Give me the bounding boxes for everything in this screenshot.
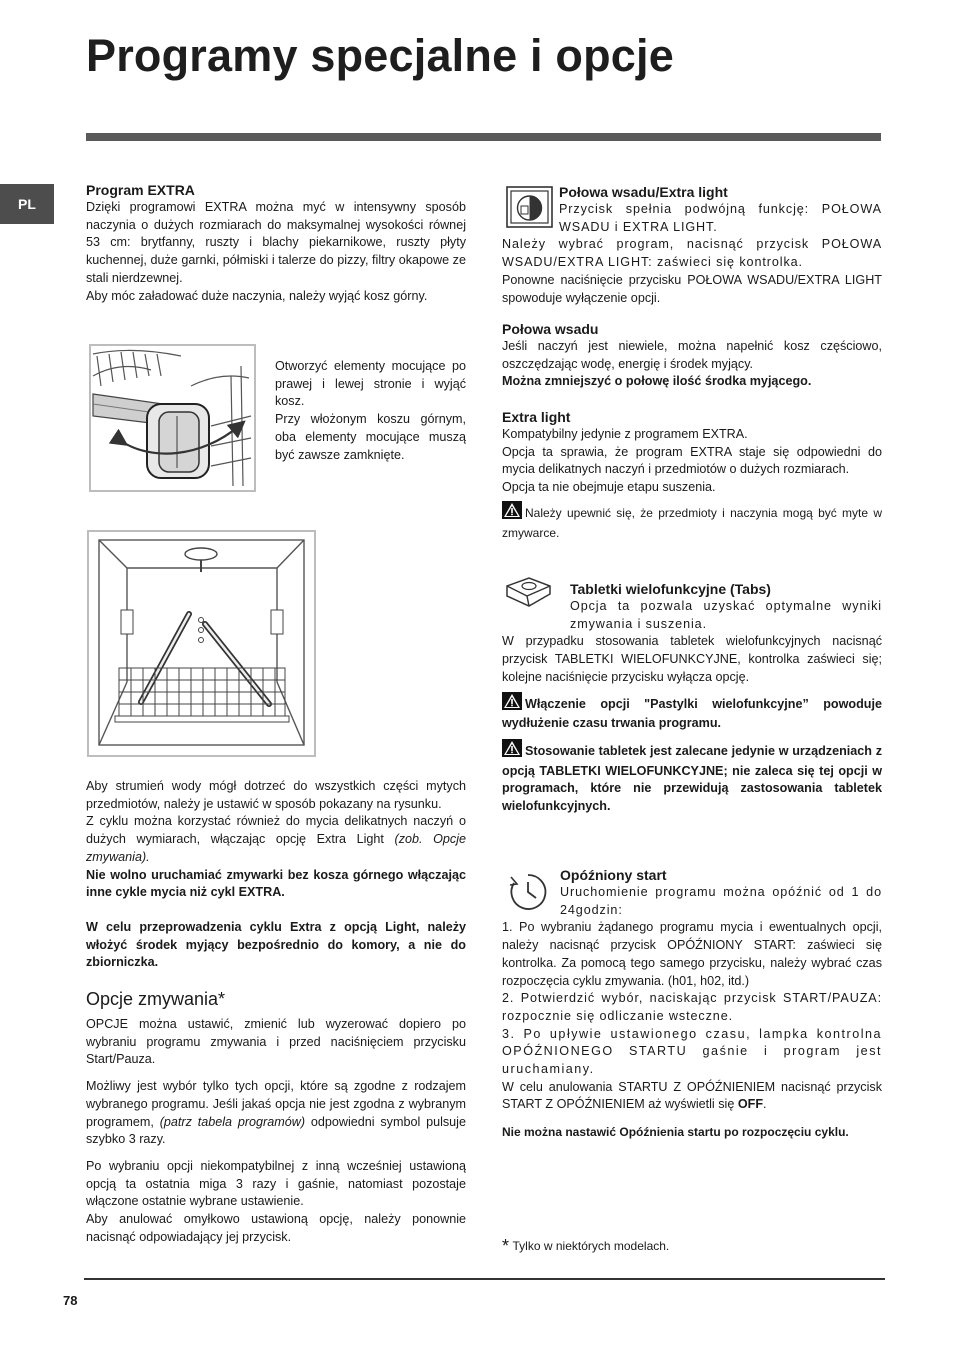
off-label: OFF (737, 1097, 764, 1112)
extra-light-text (86, 813, 466, 866)
wash-options-p2-tail: odpowiedni symbol pulsuje szybko 3 razy. (86, 1114, 466, 1147)
warning-icon (502, 739, 522, 763)
half-load-detergent-note: Można zmniejszyć o połowę ilość środka myjącego. (502, 374, 812, 389)
delay-start-step1: 1. Po wybraniu żądanego programu mycia i ewentualnych opcji, należy nacisnąć przycisk OPÓŹNIONY START: zaświeci się kontrolka. Za pomocą tego samego przycisku, należy wybrać czas rozpoczęcia cyklu zmywania. (h01, h02, itd.) (502, 920, 882, 988)
program-extra-text: Dzięki programowi EXTRA można myć w intensywny sposób naczynia o dużych rozmiarach do maksymalnej wysokości równej 53 cm: brytfanny, ruszty i blachy piekarnikowe, ruszty płyty kuchennej, duże garnki, półmiski i talerze do pizzy, filtry okapowe ze stali nierdzewnej. (86, 200, 466, 285)
wash-options-p2-lead: Możliwy jest wybór tylko tych opcji, które są zgodne z rodzajem wybranego programu. Jeśli jakaś opcja nie jest zgodna z wybranym programem, (86, 1079, 466, 1129)
delay-start-p1: Uruchomienie programu można opóźnić od 1 do 24godzin: (560, 885, 882, 917)
half-load-extra-light-p2: Należy wybrać program, nacisnąć przycisk POŁOWA WSADU/EXTRA LIGHT: zaświeci się kontrolka. (502, 237, 882, 270)
delay-start-step2: 2. Potwierdzić wybór, naciskając przycisk START/PAUZA: rozpocznie się odliczanie wsteczne. (502, 991, 882, 1023)
footnote-star: * (502, 1236, 510, 1256)
extra-light-desc: Opcja ta sprawia, że program EXTRA staje się odpowiedni do mycia delikatnych naczyń i przedmiotów o dużych rozmiarach. (502, 444, 882, 477)
extra-light-lead: Z cyklu można korzystać również do mycia delikatnych naczyń o dużych wymiarach, włączając opcję Extra Light (86, 814, 466, 847)
tabs-p2: W przypadku stosowania tabletek wielofunkcyjnych nacisnąć przycisk TABLETKI WIELOFUNKCYJNE, kontrolka zaświeci się; kolejne naciśnięcie przycisku wyłącza opcję. (502, 634, 882, 684)
extra-light-no-dry: Opcja ta nie obejmuje etapu suszenia. (502, 480, 716, 495)
placement-text: Aby strumień wody mógł dotrzeć do wszystkich części mytych przedmiotów, należy je ustawić w sposób pokazany na rysunku. (86, 779, 466, 811)
dishwasher-interior-illustration (87, 530, 316, 757)
half-load-text: Jeśli naczyń jest niewiele, można napełnić kosz częściowo, oszczędzając wodę, energię i środek myjący. (502, 339, 882, 371)
wash-options-p1: OPCJE można ustawić, zmienić lub wyzerować dopiero po wybraniu programu zmywania i przed naciśnięciem przycisku Start/Pauza. (86, 1017, 466, 1067)
footer-rule (84, 1278, 885, 1280)
extra-light-detergent-warning: W celu przeprowadzenia cyklu Extra z opcją Light, należy włożyć środek myjący bezpośrednio do komory, a nie do zbiorniczka. (86, 919, 466, 970)
tabs-warning1 (502, 692, 882, 733)
wash-options-heading: Opcje zmywania* (86, 989, 226, 1009)
wash-options-p4: Aby anulować omyłkowo ustawioną opcję, należy ponownie nacisnąć odpowiadający jej przycisk. (86, 1212, 466, 1244)
wash-options-p3: Po wybraniu opcji niekompatybilnej z inną wcześniej ustawioną opcją ta ostatnia miga 3 razy i gaśnie, natomiast pozostaje włączone ostatnie wybrane ustawienie. (86, 1158, 466, 1209)
delay-start-heading: Opóźniony start (560, 867, 667, 883)
half-load-extra-light-p1: Przycisk spełnia podwójną funkcję: POŁOWA WSADU i EXTRA LIGHT. (559, 202, 882, 234)
half-load-heading: Połowa wsadu (502, 321, 599, 337)
figure1-caption-closed: Przy włożonym koszu górnym, oba elementy mocujące muszą być zawsze zamknięte. (275, 412, 466, 462)
tabs-heading: Tabletki wielofunkcyjne (Tabs) (570, 581, 771, 597)
footnote (502, 1238, 882, 1256)
extra-light-section (502, 408, 882, 542)
delay-start-warning: Nie można nastawić Opóźnienia startu po rozpoczęciu cyklu. (502, 1125, 849, 1140)
tabs-p1: Opcja ta pozwala uzyskać optymalne wyniki zmywania i suszenia. (570, 599, 882, 631)
dishwasher-interior-drawing (89, 532, 314, 755)
extra-placement-section (86, 778, 466, 972)
program-extra-note: Aby móc załadować duże naczynia, należy wyjąć kosz górny. (86, 288, 428, 303)
extra-light-reference: (zob. Opcje zmywania). (86, 832, 466, 864)
no-upper-basket-warning: Nie wolno uruchamiać zmywarki bez kosza górnego włączając inne cykle mycia niż cykl EXTRA. (86, 867, 466, 900)
half-load-extra-light-heading: Połowa wsadu/Extra light (559, 184, 728, 200)
page-number: 78 (63, 1293, 78, 1308)
warning-icon (502, 501, 522, 525)
program-extra-heading: Program EXTRA (86, 182, 195, 198)
wash-options-section (86, 987, 466, 1246)
wash-options-p2 (86, 1078, 466, 1149)
half-load-extra-light-p3: Ponowne naciśnięcie przycisku POŁOWA WSADU/EXTRA LIGHT spowoduje wyłączenie opcji. (502, 272, 882, 305)
language-tab: PL (0, 184, 54, 224)
delay-start-step3: 3. Po upływie ustawionego czasu, lampka kontrolna OPÓŹNIONEGO STARTU gaśnie i program jest uruchamiany. (502, 1026, 882, 1077)
extra-light-heading: Extra light (502, 409, 571, 425)
title-rule (86, 133, 881, 141)
program-table-reference: (patrz tabela programów) (159, 1114, 306, 1129)
tabs-warning2-text: Stosowanie tabletek jest zalecane jedynie w urządzeniach z opcją TABLETKI WIELOFUNKCYJNE; nie zaleca się tej opcji w programach, które nie przewidują zastosowania tabletek wielofunkcyjnych (502, 743, 882, 814)
warning-icon (502, 692, 522, 716)
footnote-text: Tylko w niektórych modelach. (512, 1239, 670, 1253)
basket-fastener-drawing (91, 346, 254, 490)
basket-fastener-illustration (89, 344, 256, 492)
tabs-warning2: Stosowanie tabletek jest zalecane jedynie w urządzeniach z opcją TABLETKI WIELOFUNKCYJNE; nie zaleca się tej opcji w programach, które nie przewidują zastosowania tabletek wielofunkcyjnych. (502, 739, 882, 816)
delay-start-cancel: W celu anulowania STARTU Z OPÓŹNIENIEM nacisnąć przycisk START Z OPÓŹNIENIEM aż wyświetli się OFF. (502, 1079, 882, 1112)
extra-light-compat: Kompatybilny jedynie z programem EXTRA. (502, 427, 748, 441)
tabs-warning1-text: Włączenie opcji "Pastylki wielofunkcyjne” powoduje wydłużenie czasu trwania programu. (502, 696, 882, 731)
extra-light-warning-text: Należy upewnić się, że przedmioty i naczynia mogą być myte w zmywarce. (502, 505, 882, 540)
program-extra-section (86, 181, 466, 305)
figure1-caption (275, 358, 466, 464)
figure1-caption-open: Otworzyć elementy mocujące po prawej i lewej stronie i wyjąć kosz. (275, 359, 466, 409)
half-load-section (502, 320, 882, 391)
delay-start-section (502, 866, 882, 1142)
delay-start-cancel-text: W celu anulowania STARTU Z OPÓŹNIENIEM nacisnąć przycisk START Z OPÓŹNIENIEM aż wyświetli się (502, 1079, 882, 1112)
tabs-section (502, 580, 882, 816)
extra-light-warning (502, 501, 882, 542)
page-title: Programy specjalne i opcje (86, 30, 674, 81)
half-load-extra-light-section (502, 183, 882, 307)
